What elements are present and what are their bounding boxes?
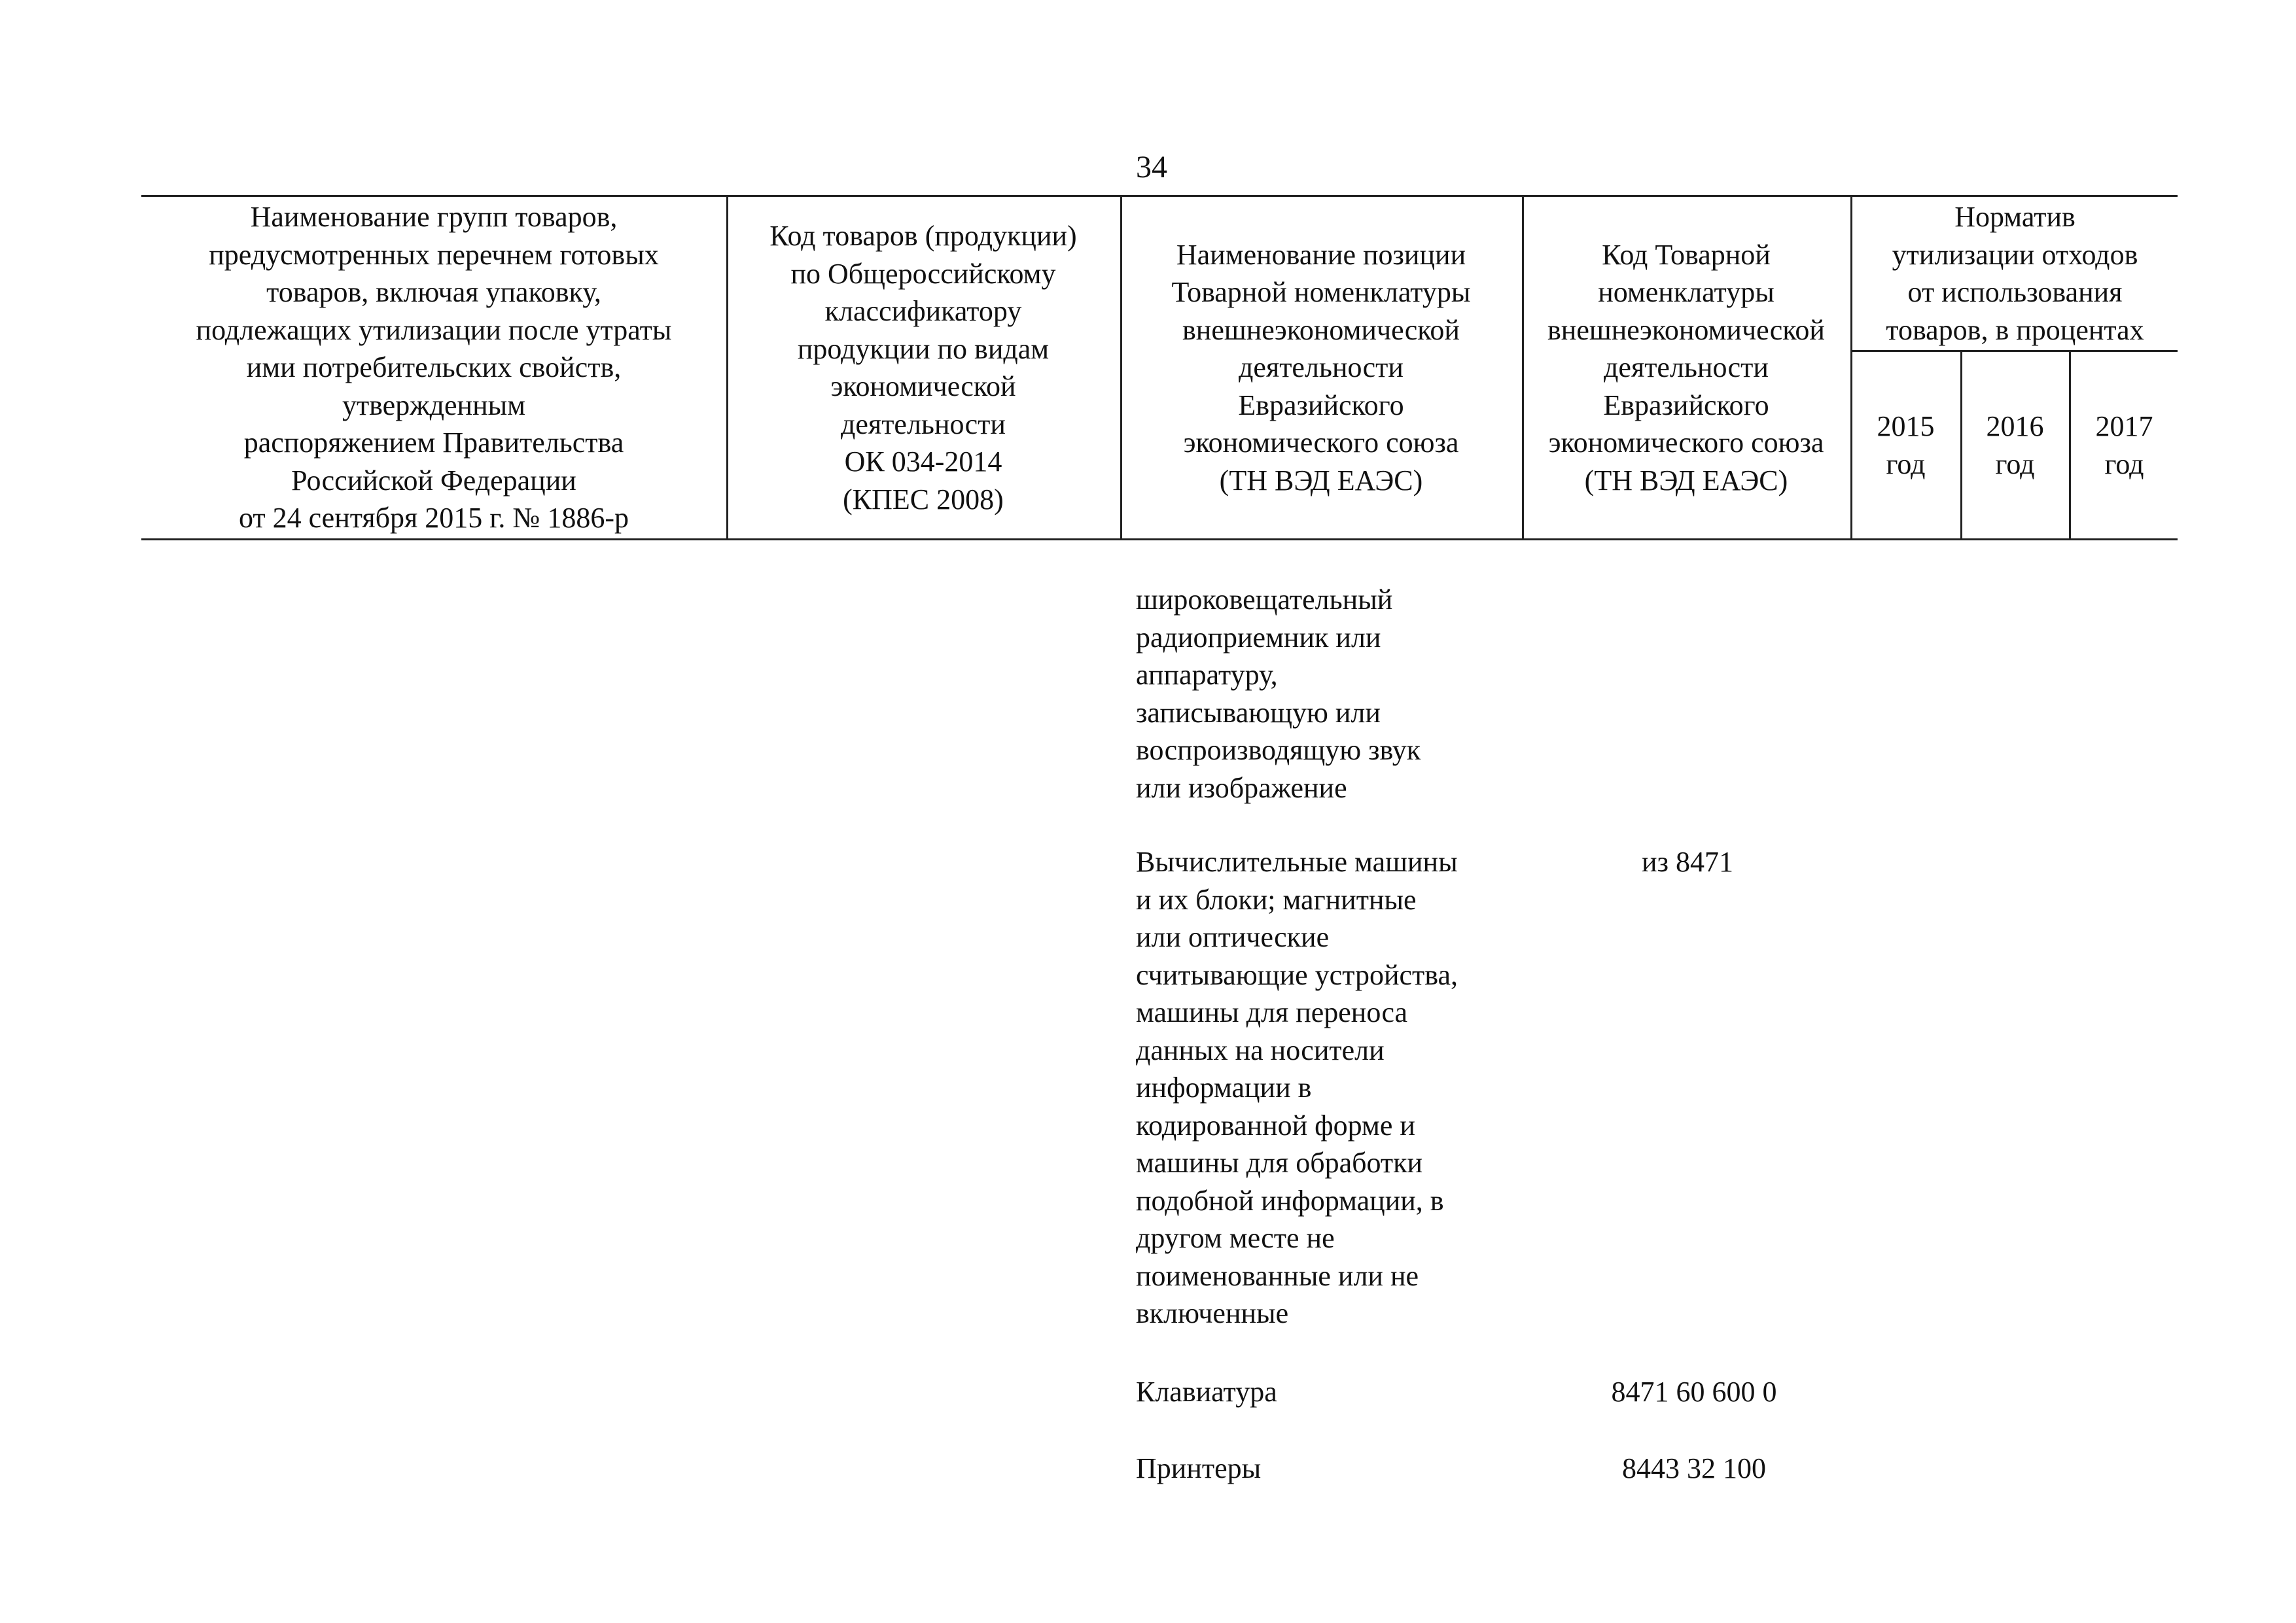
header-group-name: Наименование групп товаров, предусмотренных перечнем готовых товаров, включая упаковку, подлежащих утилизации после утраты ими потребительских свойств, утвержденным распоряжением Правительства Российской Федерации от 24 сентября 2015 г. № 1886-р: [196, 201, 672, 534]
page-number: 34: [1136, 150, 1167, 184]
row-tnved-name: Вычислительные машины и их блоки; магнитные или оптические считывающие устройства, машины для переноса данных на носители информации в кодированной форме и машины для обработки подобной информации, в другом месте не поименованные или не включенные: [1136, 846, 1458, 1329]
row-tnved-code: из 8471: [1642, 846, 1733, 878]
header-year-2017: 2017 год: [2095, 410, 2153, 480]
header-okpd-code: Код товаров (продукции) по Общероссийскому классификатору продукции по видам экономической деятельности ОК 034-2014 (КПЕС 2008): [769, 220, 1077, 515]
header-tnved-code: Код Товарной номенклатуры внешнеэкономической деятельности Евразийского экономического союза (ТН ВЭД ЕАЭС): [1547, 238, 1825, 497]
header-norm: Норматив утилизации отходов от использования товаров, в процентах: [1886, 201, 2144, 346]
row-tnved-name: Клавиатура: [1136, 1376, 1277, 1408]
norm-years-divider: [1850, 350, 2178, 352]
row-tnved-code: 8443 32 100: [1622, 1452, 1766, 1484]
table-header-bottom-rule: [141, 538, 2178, 540]
row-tnved-name: широковещательный радиоприемник или аппаратуру, записывающую или воспроизводящую звук или изображение: [1136, 584, 1421, 804]
header-year-2016: 2016 год: [1986, 410, 2044, 480]
table-top-rule: [141, 195, 2178, 197]
header-tnved-name: Наименование позиции Товарной номенклатуры внешнеэкономической деятельности Евразийского экономического союза (ТН ВЭД ЕАЭС): [1171, 238, 1471, 497]
header-year-2015: 2015 год: [1877, 410, 1935, 480]
row-tnved-name: Принтеры: [1136, 1452, 1262, 1484]
row-tnved-code: 8471 60 600 0: [1611, 1376, 1777, 1408]
